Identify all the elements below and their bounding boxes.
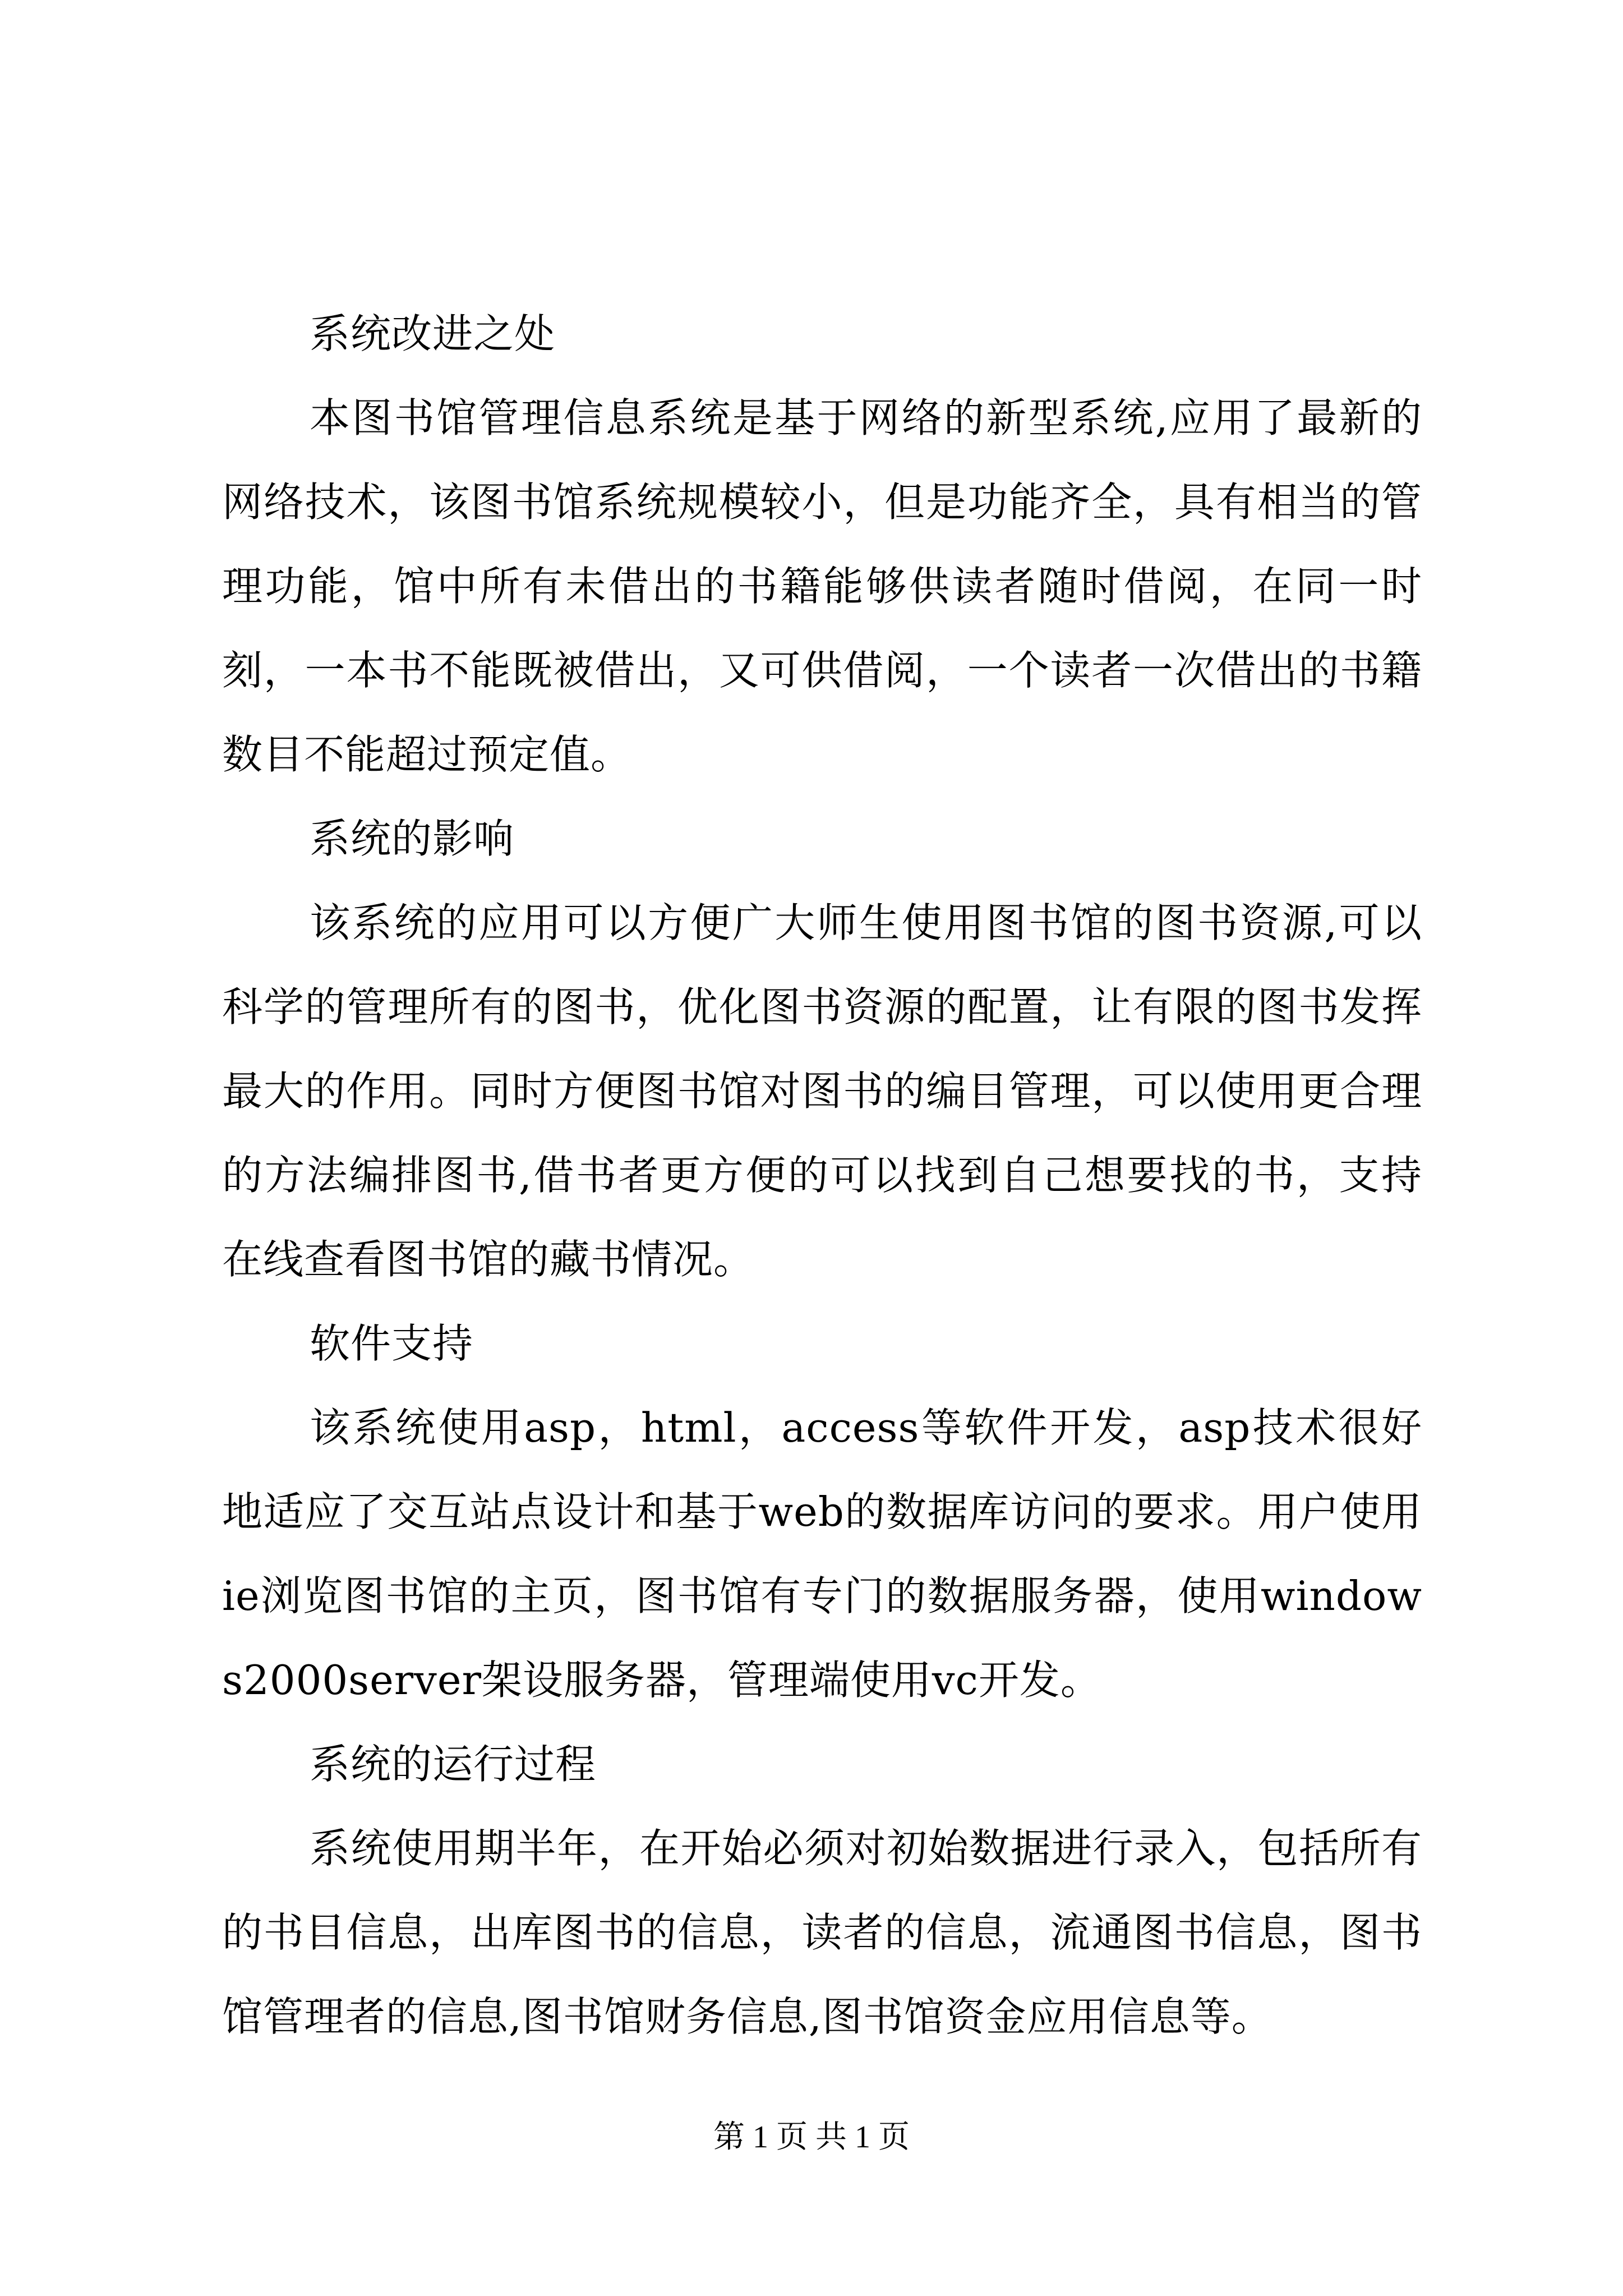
section-paragraph-operation: 系统使用期半年，在开始必须对初始数据进行录入，包括所有的书目信息，出库图书的信息，读者的信息，流通图书信息，图书馆管理者的信息,图书馆财务信息,图书馆资金应用信息等。 bbox=[222, 1825, 1422, 2040]
page-footer: 第 1 页 共 1 页 bbox=[713, 2120, 910, 2155]
section-paragraph-software-support: 该系统使用asp，html，access等软件开发，asp技术很好地适应了交互站点设计和基于web的数据库访问的要求。用户使用ie浏览图书馆的主页，图书馆有专门的数据服务器，使用windows2000server架设服务器，管理端使用vc开发。 bbox=[222, 1404, 1422, 1704]
section-heading-impact: 系统的影响 bbox=[310, 815, 515, 862]
section-heading-improvements: 系统改进之处 bbox=[310, 310, 556, 357]
section-paragraph-improvements: 本图书馆管理信息系统是基于网络的新型系统,应用了最新的网络技术，该图书馆系统规模较小，但是功能齐全，具有相当的管理功能，馆中所有未借出的书籍能够供读者随时借阅，在同一时刻，一本书不能既被借出，又可供借阅，一个读者一次借出的书籍数目不能超过预定值。 bbox=[222, 394, 1422, 778]
section-heading-operation: 系统的运行过程 bbox=[310, 1741, 597, 1788]
section-paragraph-impact: 该系统的应用可以方便广大师生使用图书馆的图书资源,可以科学的管理所有的图书，优化图书资源的配置，让有限的图书发挥最大的作用。同时方便图书馆对图书的编目管理，可以使用更合理的方法编排图书,借书者更方便的可以找到自己想要找的书，支持在线查看图书馆的藏书情况。 bbox=[222, 899, 1422, 1283]
document-body bbox=[222, 292, 1422, 2059]
section-heading-software-support: 软件支持 bbox=[310, 1320, 474, 1367]
